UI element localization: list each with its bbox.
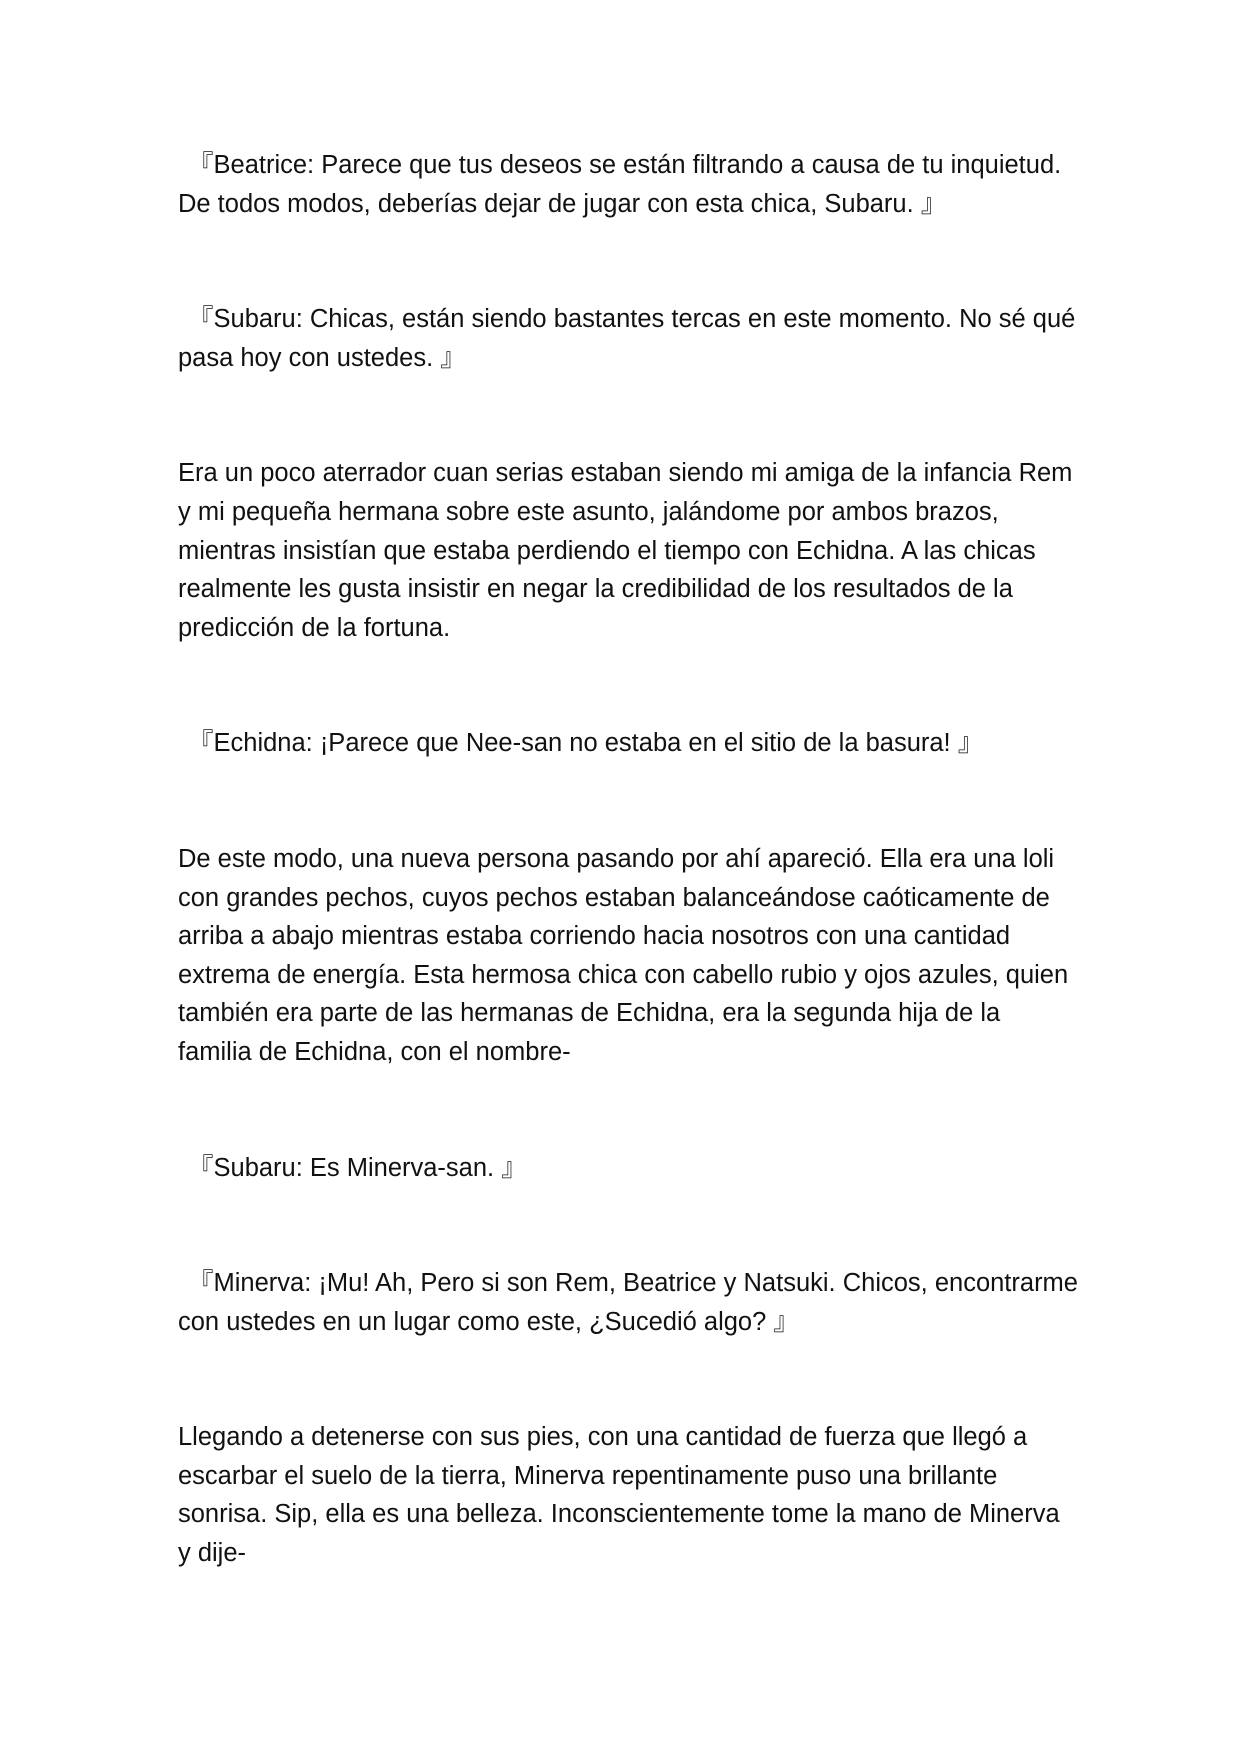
dialogue-echidna: 『Echidna: ¡Parece que Nee-san no estaba en el sitio de la basura! 』: [188, 729, 984, 758]
narration-paragraph: De este modo, una nueva persona pasando por ahí apareció. Ella era una loli con grandes pechos, cuyos pechos estaban balanceándose caóticamente de arriba a abajo mientras estaba corriendo hacia nosotros con una cantidad extrema de energía. Esta hermosa chica con cabello rubio y ojos azules, quien también era parte de las hermanas de Echidna, era la segunda hija de la familia de Echidna, con el nombre-: [178, 844, 1076, 1066]
narration-paragraph: Llegando a detenerse con sus pies, con una cantidad de fuerza que llegó a escarbar el suelo de la tierra, Minerva repentinamente puso una brillante sonrisa. Sip, ella es una belleza. Inconscientemente tome la mano de Minerva y dije-: [178, 1423, 1067, 1568]
document-body: [178, 146, 1086, 1573]
narration-paragraph: Era un poco aterrador cuan serias estaban siendo mi amiga de la infancia Rem y mi pequeña hermana sobre este asunto, jalándome por ambos brazos, mientras insistían que estaba perdiendo el tiempo con Echidna. A las chicas realmente les gusta insistir en negar la credibilidad de los resultados de la predicción de la fortuna.: [178, 459, 1080, 642]
dialogue-minerva: 『Minerva: ¡Mu! Ah, Pero si son Rem, Beatrice y Natsuki. Chicos, encontrarme con ustedes en un lugar como este, ¿Sucedió algo? 』: [178, 1269, 1086, 1336]
dialogue-subaru: 『Subaru: Chicas, están siendo bastantes tercas en este momento. No sé qué pasa hoy con ustedes. 』: [178, 305, 1083, 372]
dialogue-beatrice: 『Beatrice: Parece que tus deseos se están filtrando a causa de tu inquietud. De todos modos, deberías dejar de jugar con esta chica, Subaru. 』: [178, 151, 1069, 218]
dialogue-subaru: 『Subaru: Es Minerva-san. 』: [188, 1153, 527, 1182]
